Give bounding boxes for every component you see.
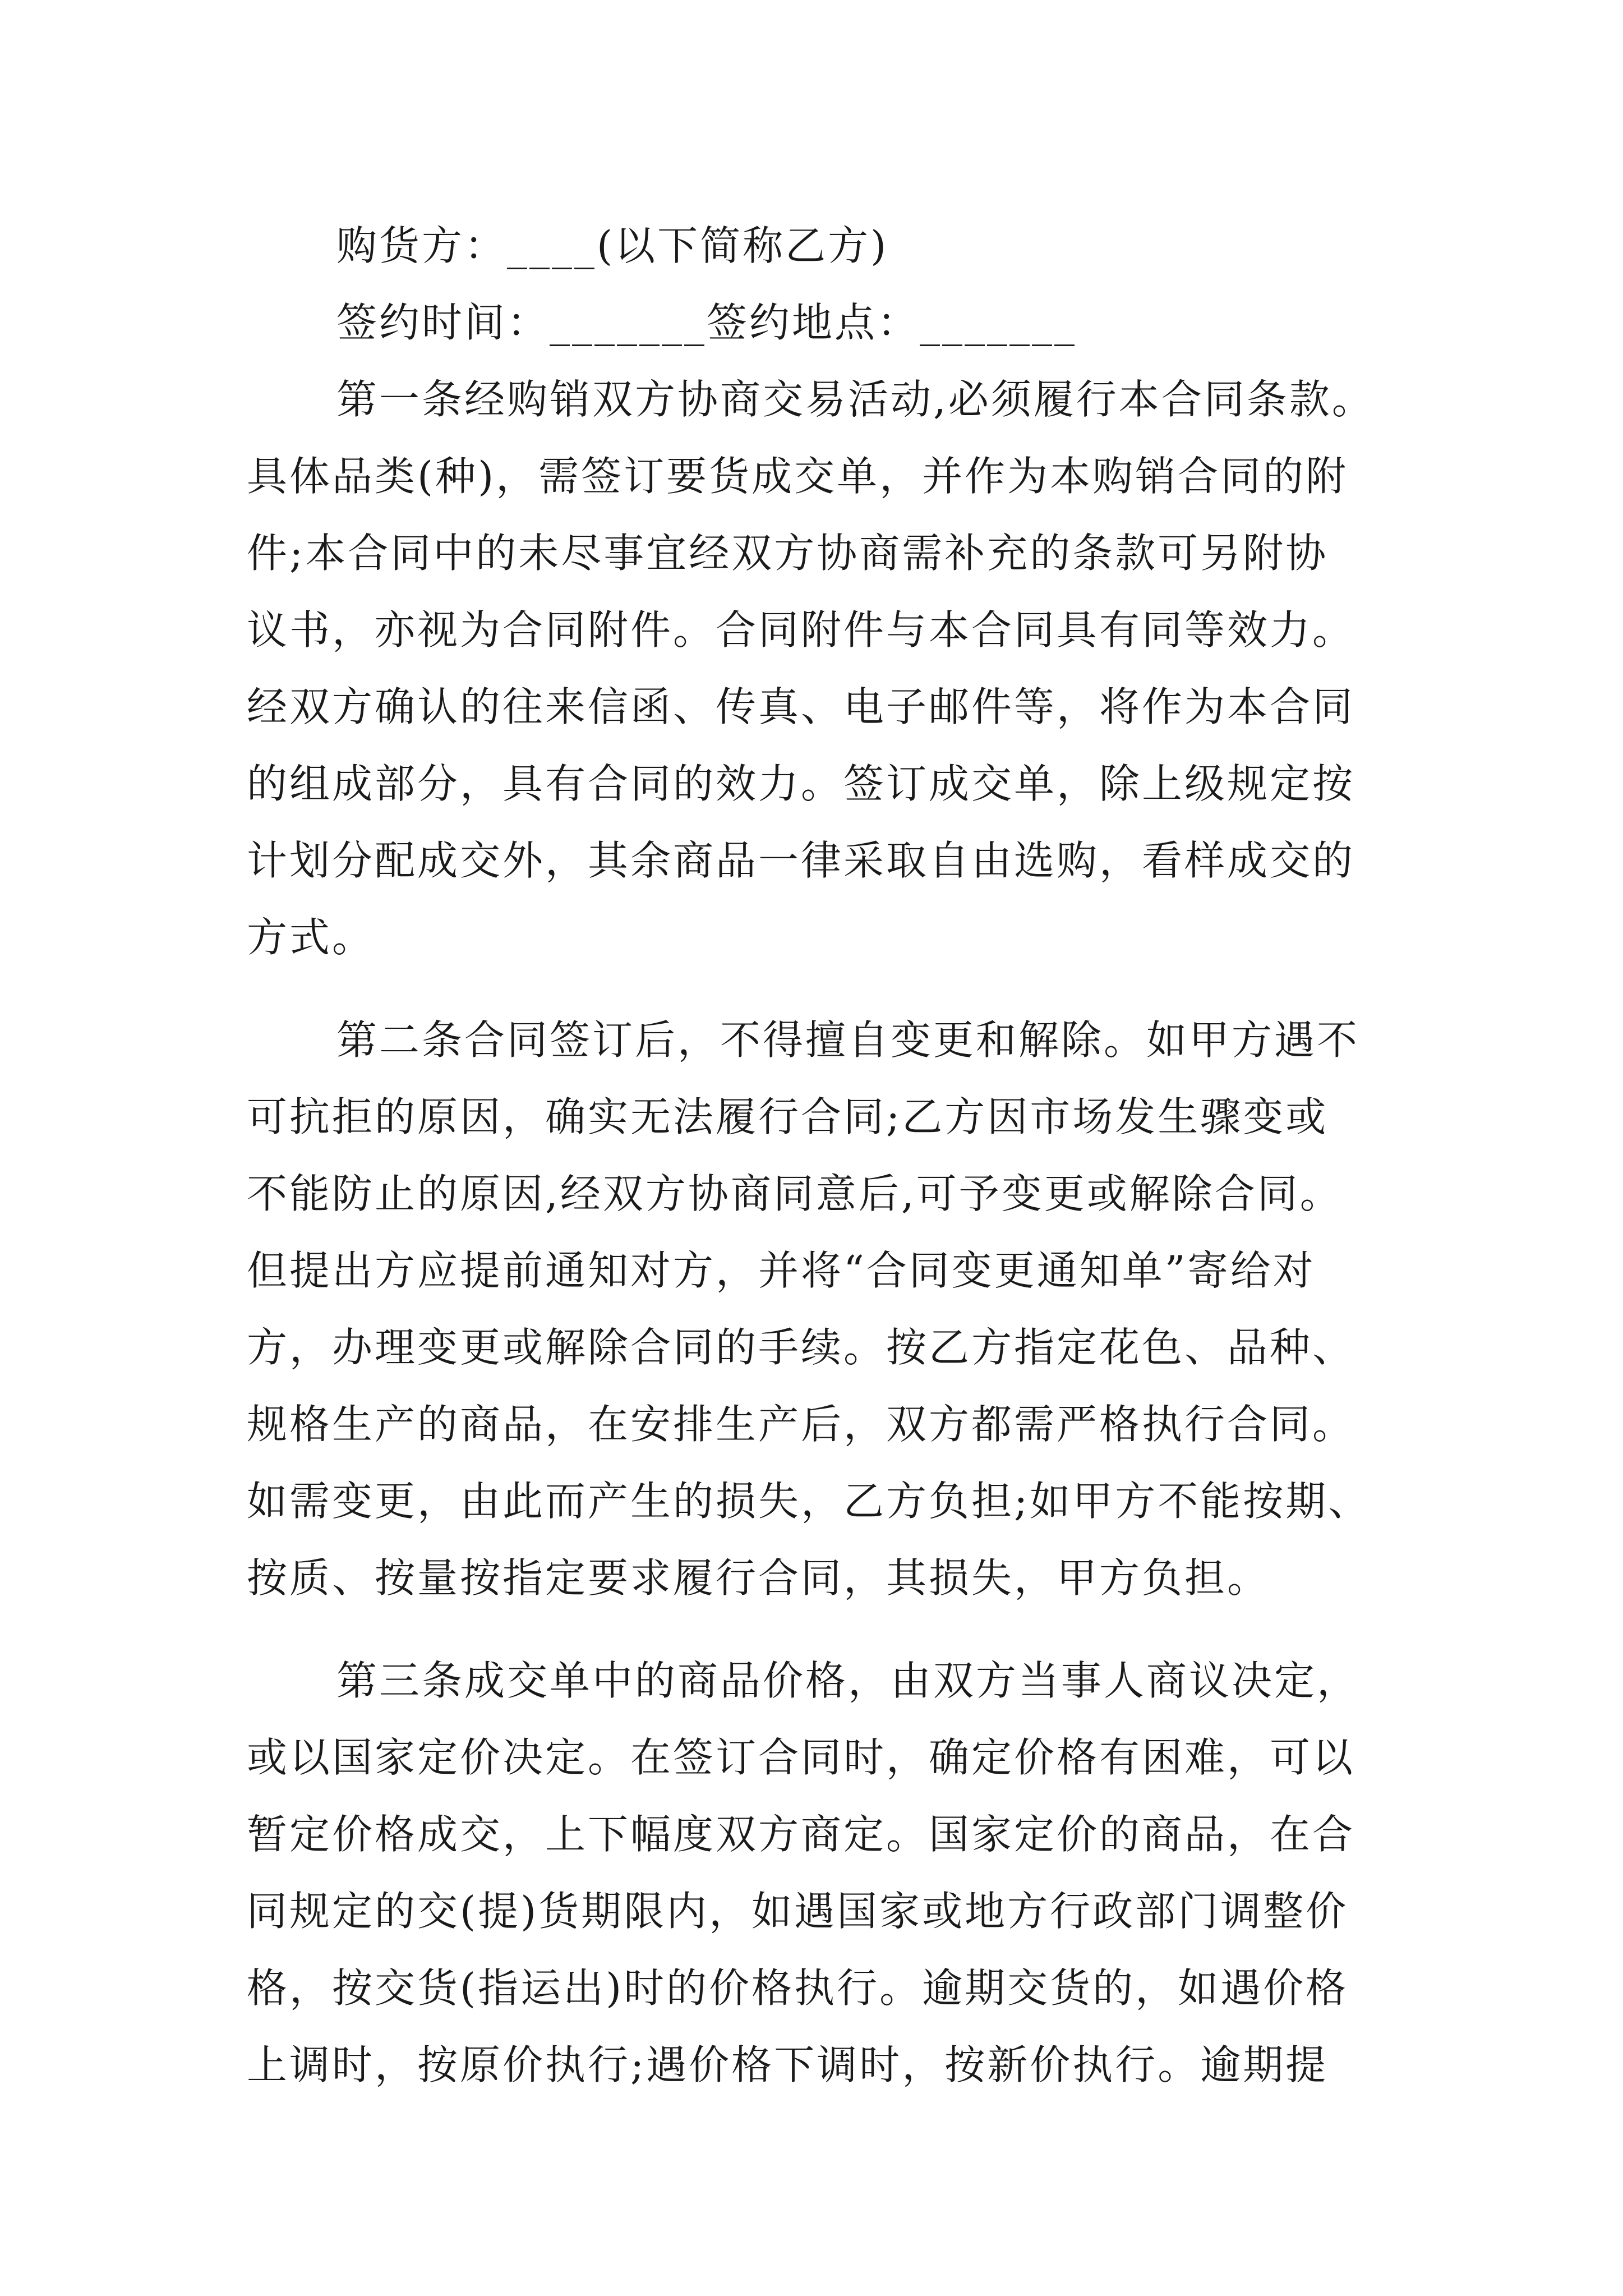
article-2-line: 按质、按量按指定要求履行合同，其损失，甲方负担。 xyxy=(247,1554,1270,1602)
article-1-line: 件;本合同中的未尽事宜经双方协商需补充的条款可另附协 xyxy=(247,530,1329,577)
article-1-line: 方式。 xyxy=(247,914,375,961)
signing-info-line: 签约时间：_______签约地点：_______ xyxy=(336,299,1077,346)
article-1-line: 第一条经购销双方协商交易活动,必须履行本合同条款。 xyxy=(336,376,1375,423)
article-2-line: 但提出方应提前通知对方，并将“合同变更通知单”寄给对 xyxy=(247,1247,1316,1294)
article-3-line: 格，按交货(指运出)时的价格执行。逾期交货的，如遇价格 xyxy=(247,1964,1349,2012)
article-2-line: 可抗拒的原因，确实无法履行合同;乙方因市场发生骤变或 xyxy=(247,1093,1329,1140)
article-2-line: 规格生产的商品，在安排生产后，双方都需严格执行合同。 xyxy=(247,1401,1355,1448)
article-2-line: 第二条合同签订后，不得擅自变更和解除。如甲方遇不 xyxy=(336,1016,1360,1064)
article-1-line: 具体品类(种)，需签订要货成交单，并作为本购销合同的附 xyxy=(247,453,1349,500)
article-2 xyxy=(247,1002,1424,1617)
article-3-line: 同规定的交(提)货期限内，如遇国家或地方行政部门调整价 xyxy=(247,1888,1349,1935)
article-1-line: 计划分配成交外，其余商品一律采取自由选购，看样成交的 xyxy=(247,837,1355,884)
article-2-line: 方，办理变更或解除合同的手续。按乙方指定花色、品种、 xyxy=(247,1324,1355,1371)
article-3-line: 或以国家定价决定。在签订合同时，确定价格有困难，可以 xyxy=(247,1734,1355,1781)
buyer-line: 购货方：____(以下简称乙方) xyxy=(336,222,889,269)
article-1 xyxy=(247,361,1424,976)
article-1-line: 的组成部分，具有合同的效力。签订成交单，除上级规定按 xyxy=(247,760,1355,807)
article-1-line: 议书，亦视为合同附件。合同附件与本合同具有同等效力。 xyxy=(247,606,1355,654)
article-3-line: 暂定价格成交，上下幅度双方商定。国家定价的商品，在合 xyxy=(247,1811,1355,1858)
article-2-line: 如需变更，由此而产生的损失，乙方负担;如甲方不能按期、 xyxy=(247,1478,1371,1525)
article-2-line: 不能防止的原因,经双方协商同意后,可予变更或解除合同。 xyxy=(247,1170,1343,1217)
article-3-line: 第三条成交单中的商品价格，由双方当事人商议决定， xyxy=(336,1657,1360,1704)
contract-text xyxy=(247,208,1424,2104)
article-3-line: 上调时，按原价执行;遇价格下调时，按新价执行。逾期提 xyxy=(247,2041,1329,2088)
article-3 xyxy=(247,1642,1424,2104)
article-1-line: 经双方确认的往来信函、传真、电子邮件等，将作为本合同 xyxy=(247,683,1355,730)
